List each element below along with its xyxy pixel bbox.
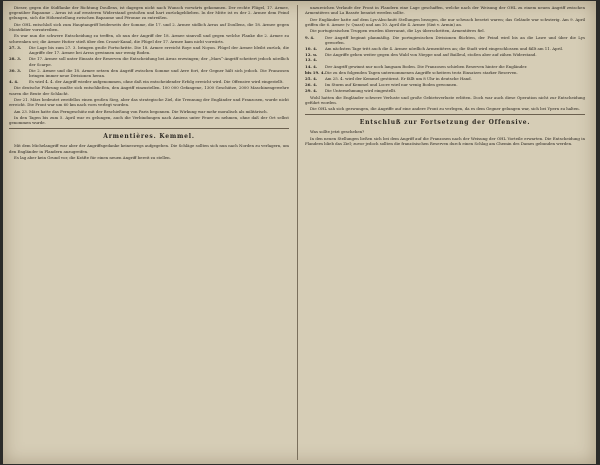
entry-text: Die Lage bis zum 27. 3. bringen große Fortschritte. Die 18. Armee erreicht Roye und Noyon. Flügel der Armee bleibt zurück, die Angriffe der 17. Armee bei Arras gewinnen nur wenig Boden.: [29, 44, 289, 56]
section-heading: Entschluß zur Fortsetzung der Offensive.: [359, 119, 531, 127]
column-divider: [297, 5, 298, 460]
dated-entry: [9, 56, 289, 66]
dated-entry: [9, 68, 289, 78]
dated-entry: [305, 46, 585, 51]
entry-date: 9. 4.: [305, 34, 315, 40]
paragraph: Mit dem Michelangriff war aber der Angriffsgedanke keineswegs aufgegeben. Die Schläge sollten sich nun nach Norden zu verlagern, um den Engländer in Flandern anzugreifen.: [9, 143, 289, 154]
entry-text: Die 17. Armee soll unter Einsatz der Reserven die Entscheidung bei Arras erzwingen; der „Mars“-Angriff scheitert jedoch nördlich der Scarpe.: [29, 56, 289, 67]
dated-entry: [305, 76, 585, 81]
right-column: [305, 5, 585, 147]
paragraph: Die OHL entschloß sich zum Hauptangriff beiderseits der Somme, die 17. und 2. Armee südlich Arras auf Doullens, die 18. Armee gegen Montdidier vorzutreiben.: [9, 21, 289, 32]
paragraph: In den Tagen bis zum 5. April war es gelungen, auch die Verbindungen nach Amiens unter Feuer zu nehmen, ohne daß der Ort selbst genommen wurde.: [9, 114, 289, 126]
dated-entry: [305, 88, 585, 93]
entry-text: Der Angriff beginnt planmäßig. Die portugiesischen Divisionen flüchten, der Feind wird bis an die Lawe und über die Lys geworfen.: [325, 34, 585, 45]
section-heading: Armentières. Kemmel.: [103, 133, 195, 141]
paragraph: Die deutsche Führung mußte sich entschließen, den Angriff einzustellen. 100 000 Gefangene, 1300 Geschütze, 2000 Maschinengewehre waren die Beute der Schlacht.: [9, 85, 289, 96]
entry-text: Die Unternehmung wird eingestellt.: [325, 88, 397, 94]
paragraph: Am 23. März hatte das Ferngeschütz mit der Beschießung von Paris begonnen. Die Wirkung war mehr moralisch als militärisch.: [14, 108, 268, 114]
paragraph: Der 21. März bedeutet zweifellos einen großen Sieg, aber das strategische Ziel, die Trennung der Engländer und Franzosen, wurde nicht erreicht. Die Front war um 60 km nach vorn verlegt worden.: [9, 97, 289, 108]
entry-text: Am nächsten Tage tritt auch die 4. Armee nördlich Armentières an; die Stadt wird eingeschlossen und fällt am 11. April.: [325, 45, 564, 51]
dated-entry: [9, 79, 289, 84]
entry-text: Die zu den folgenden Tagen unternommenen Angriffe scheitern trotz Einsatzes starker Reserven.: [325, 69, 518, 75]
paragraph: Es war nun die schwere Entscheidung zu treffen, ob nun der Angriff der 18. Armee sinnvoll und gegen welche Flanke die 2. Armee zu schwenken sei; die Armee Hutier stieß über den Crozat-Kanal, die Flügel der 17. Armee kam nicht vorwärts.: [9, 33, 289, 44]
entry-text: Der Angriff gewinnt nur noch langsam Boden. Die Franzosen schieben Reserven hinter die Engländer.: [325, 63, 528, 69]
entry-date: 12. u. 13. 4.: [305, 52, 318, 63]
paragraph: Es lag aber kein Grund vor, die Kräfte für einen neuen Angriff bereit zu stellen.: [14, 154, 171, 160]
entry-date: 4. 4.: [9, 79, 19, 85]
entry-text: Es wird 4. 4. der Angriff wieder aufgenommen, ohne daß ein entscheidender Erfolg erreicht wird. Die Offensive wird eingestellt.: [29, 79, 284, 85]
dated-entry: [9, 45, 289, 55]
document-page: [3, 1, 596, 464]
entry-text: Die Angriffe gehen weiter gegen den Wald von Nieppe und auf Bailleul, stoßen aber auf zähen Widerstand.: [325, 52, 537, 58]
left-column: [9, 5, 289, 161]
paragraph: Dieser, gegen die Südflanke der Richtung Doullens, ist dagegen nicht nach Wunsch vorwärts gekommen. Der rechte Flügel, 17. Armee, gegenüber Bapaume – Arras ist auf ernsteren Widerstand gestoßen und hart zurückgeblieben. In der Mitte ist es der 2. Armee dem Feind gelungen, sich die Höhenstellung zwischen Bapaume und Péronne zu entreißen.: [9, 5, 289, 21]
paragraph: Wohl hatten die Engländer schwere Verluste und große Gebietsverluste erlitten. Doch war auch diese Operation nicht zur Entscheidung geführt worden.: [305, 94, 585, 105]
entry-date: 25. 4.: [305, 76, 318, 81]
paragraph: Der Engländer hatte auf dem Lys-Abschnitt Stellungen bezogen, die nur schwach besetzt waren; das Gelände war schwierig. Am 9. April griffen die 6. Armee (v. Quast) und am 10. April die 4. Armee (Sixt v. Armin) an.: [305, 16, 585, 27]
entry-date: bis 19. 4.: [305, 69, 325, 75]
dated-entry: [305, 70, 585, 75]
entry-date: 27. 3.: [9, 44, 22, 50]
paragraph: Was sollte jetzt geschehen?: [310, 129, 365, 135]
dated-entry: [305, 52, 585, 62]
paragraph: Die portugiesischen Truppen wurden überrannt, die Lys überschritten, Armentières fiel.: [310, 28, 485, 34]
section-divider: [305, 114, 585, 115]
entry-date: 29. 4.: [305, 88, 318, 94]
entry-date: 26. 4.: [305, 82, 318, 88]
paragraph: Die OHL sah sich gezwungen, die Angriffe auf eine andere Front zu verlegen, da es dem Gegner gelungen war, sich bei Ypern zu halten.: [310, 106, 580, 112]
paragraph: unzureichen Verlaufe der Front in Flandern eine Lage geschaffen, welche nach der Weisung der OHL zu einem neuen Angriff zwischen Armentières und La Bassée benutzt werden sollte.: [305, 5, 585, 16]
entry-date: 30. 3.: [9, 67, 22, 73]
entry-text: Am 25. 4. wird der Kemmel gestürmt. Er fällt um 8 Uhr in deutsche Hand.: [325, 76, 472, 81]
paragraph: In den neuen Stellungen ließen sich bei dem Angriff auf die Franzosen nach der Weisung der OHL Vorteile erwarten. Die Entscheidung in Flandern blieb das Ziel; zuvor jedoch sollten die französischen Reserven durch einen Schlag am Chemin des Dames gebunden werden.: [305, 135, 585, 146]
entry-text: Im Sturm auf Kemmel und Locre wird nur wenig Boden gewonnen.: [325, 82, 458, 88]
section-divider: [9, 128, 289, 129]
dated-entry: [305, 64, 585, 69]
entry-text: Die 2. Armee und die 18. Armee setzen den Angriff zwischen Somme und Avre fort, der Gegner hält sich jedoch. Die Franzosen bringen immer neue Divisionen heran.: [29, 67, 289, 78]
dated-entry: [305, 35, 585, 45]
entry-date: 14. 4.: [305, 63, 318, 69]
entry-date: 10. 4.: [305, 45, 318, 51]
dated-entry: [305, 82, 585, 87]
entry-date: 28. 3.: [9, 56, 22, 62]
